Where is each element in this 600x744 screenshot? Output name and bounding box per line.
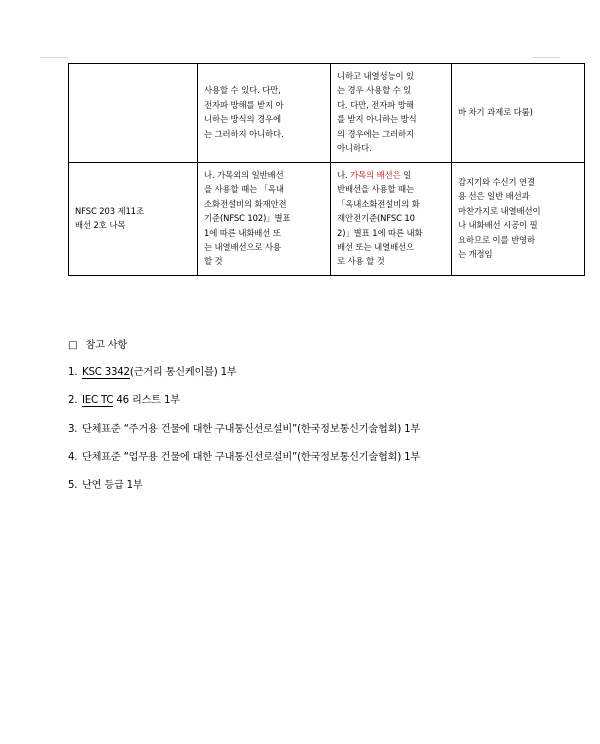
cell-line: 「옥내소화전설비의 화 bbox=[337, 198, 420, 209]
cell-line: 요하므로 이를 반영하 bbox=[458, 234, 536, 245]
square-bullet-icon: □ bbox=[68, 340, 78, 351]
notes-heading-label: 참고 사항 bbox=[85, 340, 128, 351]
cell-line: 는 개정임 bbox=[458, 249, 493, 260]
table-row bbox=[69, 64, 585, 163]
cell-line: 나 내화배선 시공이 필 bbox=[458, 220, 538, 231]
comparison-table-wrapper bbox=[68, 63, 541, 276]
cell-line: 배선 또는 내열배선으 bbox=[337, 241, 415, 252]
list-item bbox=[68, 395, 538, 407]
cell-line: 마찬가지로 내열배선이 bbox=[458, 205, 541, 216]
notes-heading bbox=[68, 340, 538, 352]
cell-line: 용 선은 일반 배선과 bbox=[458, 191, 530, 202]
cell-line: 아니하다. bbox=[337, 143, 372, 154]
cell-line: 는 경우 사용할 수 있 bbox=[337, 85, 412, 96]
margin-guide-right bbox=[532, 57, 560, 58]
cell-line: 전자파 방해를 받지 아 bbox=[204, 99, 284, 110]
list-item-text: (근거리 통신케이블) 1부 bbox=[129, 367, 237, 379]
list-item-underlined-text: IEC TC bbox=[82, 395, 114, 407]
table-cell-reason bbox=[452, 162, 585, 275]
list-item-text: 단체표준 “주거용 건물에 대한 구내통신선로설비”(한국정보통신기술협회) 1부 bbox=[82, 423, 421, 435]
list-item-number: 4. bbox=[68, 451, 78, 463]
table-cell-clause bbox=[69, 162, 198, 275]
cell-line: 소화전설비의 화재안전 bbox=[204, 198, 287, 209]
list-item bbox=[68, 452, 538, 464]
table-cell-current bbox=[198, 64, 331, 163]
cell-line: 재안전기준(NFSC 10 bbox=[337, 213, 415, 224]
table-cell-revised bbox=[331, 64, 452, 163]
cell-line: 로 사용 할 것 bbox=[337, 256, 385, 267]
cell-line: 바 차기 과제로 다룸) bbox=[458, 107, 533, 118]
cell-line: 반배선을 사용할 때는 bbox=[337, 184, 415, 195]
cell-line: 는 그러하지 아니하다. bbox=[204, 128, 284, 139]
cell-line: NFSC 203 제11조 bbox=[75, 205, 144, 216]
list-item-text: 46 리스트 1부 bbox=[113, 395, 180, 407]
list-item-text: 단체표준 “업무용 건물에 대한 구내통신선로설비”(한국정보통신기술협회) 1부 bbox=[82, 451, 421, 463]
cell-line: 사용할 수 있다. 다만, bbox=[204, 85, 281, 96]
cell-line: 나. 가목외의 일반배선 bbox=[204, 169, 284, 180]
margin-guide-left bbox=[40, 57, 68, 58]
cell-line: 을 사용할 때는 「옥내 bbox=[204, 184, 284, 195]
cell-line: 를 받지 아니하는 방식 bbox=[337, 114, 417, 125]
cell-line: 2)」별표 1에 따른 내화 bbox=[337, 227, 423, 238]
comparison-table bbox=[68, 63, 585, 276]
list-item-text: 난연 등급 1부 bbox=[82, 480, 143, 492]
cell-line: 1에 따른 내화배선 또 bbox=[204, 227, 281, 238]
list-item bbox=[68, 480, 538, 492]
list-item-number: 3. bbox=[68, 423, 78, 435]
table-row bbox=[69, 162, 585, 275]
cell-line: 기준(NFSC 102)」별표 bbox=[204, 213, 291, 224]
cell-line: 감지기와 수신기 연결 bbox=[458, 176, 536, 187]
cell-line: 의 경우에는 그러하지 bbox=[337, 128, 415, 139]
list-item bbox=[68, 367, 538, 379]
cell-line: 는 내열배선으로 사용 bbox=[204, 241, 282, 252]
cell-line: 니하고 내열성능이 있 bbox=[337, 71, 415, 81]
list-item-number: 5. bbox=[68, 480, 78, 492]
cell-line: 다. 다만, 전자파 방해 bbox=[337, 99, 414, 110]
cell-line: 할 것 bbox=[204, 256, 223, 267]
table-cell-reason bbox=[452, 64, 585, 163]
cell-line-with-highlight: 나. 가목의 배선은 일 bbox=[337, 169, 412, 180]
cell-line: 니하는 방식의 경우에 bbox=[204, 114, 282, 125]
list-item-number: 1. bbox=[68, 367, 78, 379]
cell-line: 배선 2호 나목 bbox=[75, 220, 126, 231]
table-cell-current bbox=[198, 162, 331, 275]
reference-notes-section bbox=[68, 340, 538, 508]
revision-highlight: 가목의 배선은 bbox=[350, 169, 401, 180]
list-item-number: 2. bbox=[68, 395, 78, 407]
list-item-underlined-text: KSC 3342 bbox=[82, 367, 130, 379]
list-item bbox=[68, 424, 538, 436]
table-cell-revised bbox=[331, 162, 452, 275]
table-cell-clause bbox=[69, 64, 198, 163]
